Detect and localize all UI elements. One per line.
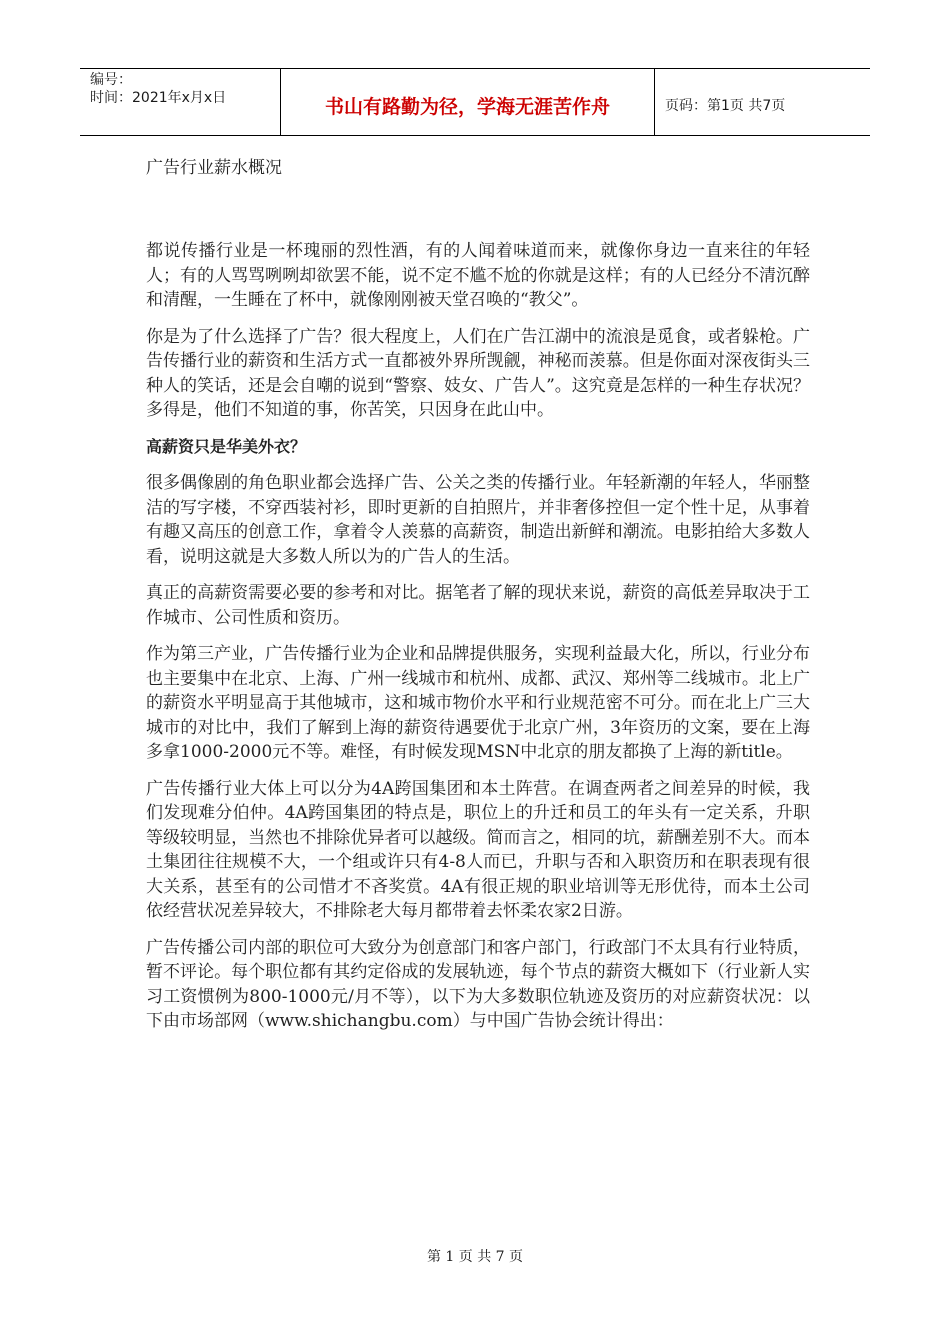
paragraph-1: 都说传播行业是一杯瑰丽的烈性酒，有的人闻着味道而来，就像你身边一直来往的年轻人；有的人骂骂咧咧却欲罢不能，说不定不尴不尬的你就是这样；有的人已经分不清沉醉和清醒，一生睡在了杯中，就像刚刚被天堂召唤的“教父”。 xyxy=(146,241,810,310)
paragraph-7: 广告传播公司内部的职位可大致分为创意部门和客户部门，行政部门不太具有行业特质，暂不评论。每个职位都有其约定俗成的发展轨迹，每个节点的薪资大概如下（行业新人实习工资惯例为800-1000元/月不等），以下为大多数职位轨迹及资历的对应薪资状况：以下由市场部网（www.shichangbu.com）与中国广告协会统计得出： xyxy=(146,937,810,1031)
document-body xyxy=(146,156,810,1046)
section-heading: 高薪资只是华美外衣？ xyxy=(146,436,307,456)
header-meta xyxy=(80,69,281,135)
document-time-label: 时间：2021年x月x日 xyxy=(90,90,227,106)
paragraph-2: 你是为了什么选择了广告？很大程度上，人们在广告江湖中的流浪是觅食，或者躲枪。广告传播行业的薪资和生活方式一直都被外界所觊觎，神秘而羡慕。但是你面对深夜街头三种人的笑话，还是会自嘲的说到“警察、妓女、广告人”。这究竟是怎样的一种生存状况？多得是，他们不知道的事，你苦笑，只因身在此山中。 xyxy=(146,326,810,420)
paragraph-3: 很多偶像剧的角色职业都会选择广告、公关之类的传播行业。年轻新潮的年轻人，华丽整洁的写字楼，不穿西装衬衫，即时更新的自拍照片，并非奢侈控但一定个性十足，从事着有趣又高压的创意工作，拿着令人羡慕的高薪资，制造出新鲜和潮流。电影拍给大多数人看，说明这就是大多数人所以为的广告人的生活。 xyxy=(146,473,810,567)
paragraph-6: 广告传播行业大体上可以分为4A跨国集团和本土阵营。在调查两者之间差异的时候，我们发现难分伯仲。4A跨国集团的特点是，职位上的升迁和员工的年头有一定关系，升职等级较明显，当然也不排除优异者可以越级。简而言之，相同的坑，薪酬差别不大。而本土集团往往规模不大，一个组或许只有4-8人而已，升职与否和入职资历和在职表现有很大关系，甚至有的公司惜才不吝奖赏。4A有很正规的职业培训等无形优待，而本土公司依经营状况差异较大，不排除老大每月都带着去怀柔农家2日游。 xyxy=(146,778,810,921)
document-number-label: 编号： xyxy=(90,72,132,88)
header-motto: 书山有路勤为径，学海无涯苦作舟 xyxy=(281,69,655,135)
page-footer: 第 1 页 共 7 页 xyxy=(426,1249,524,1265)
document-title: 广告行业薪水概况 xyxy=(146,158,282,178)
page-header xyxy=(80,68,870,136)
header-page-info: 页码：第1页 共7页 xyxy=(665,98,786,114)
paragraph-4: 真正的高薪资需要必要的参考和对比。据笔者了解的现状来说，薪资的高低差异取决于工作城市、公司性质和资历。 xyxy=(146,583,810,628)
paragraph-5: 作为第三产业，广告传播行业为企业和品牌提供服务，实现利益最大化，所以，行业分布也主要集中在北京、上海、广州一线城市和杭州、成都、武汉、郑州等二线城市。北上广的薪资水平明显高于其他城市，这和城市物价水平和行业规范密不可分。而在北上广三大城市的对比中，我们了解到上海的薪资待遇要优于北京广州，3年资历的文案，要在上海多拿1000-2000元不等。难怪，有时候发现MSN中北京的朋友都换了上海的新title。 xyxy=(146,644,810,762)
